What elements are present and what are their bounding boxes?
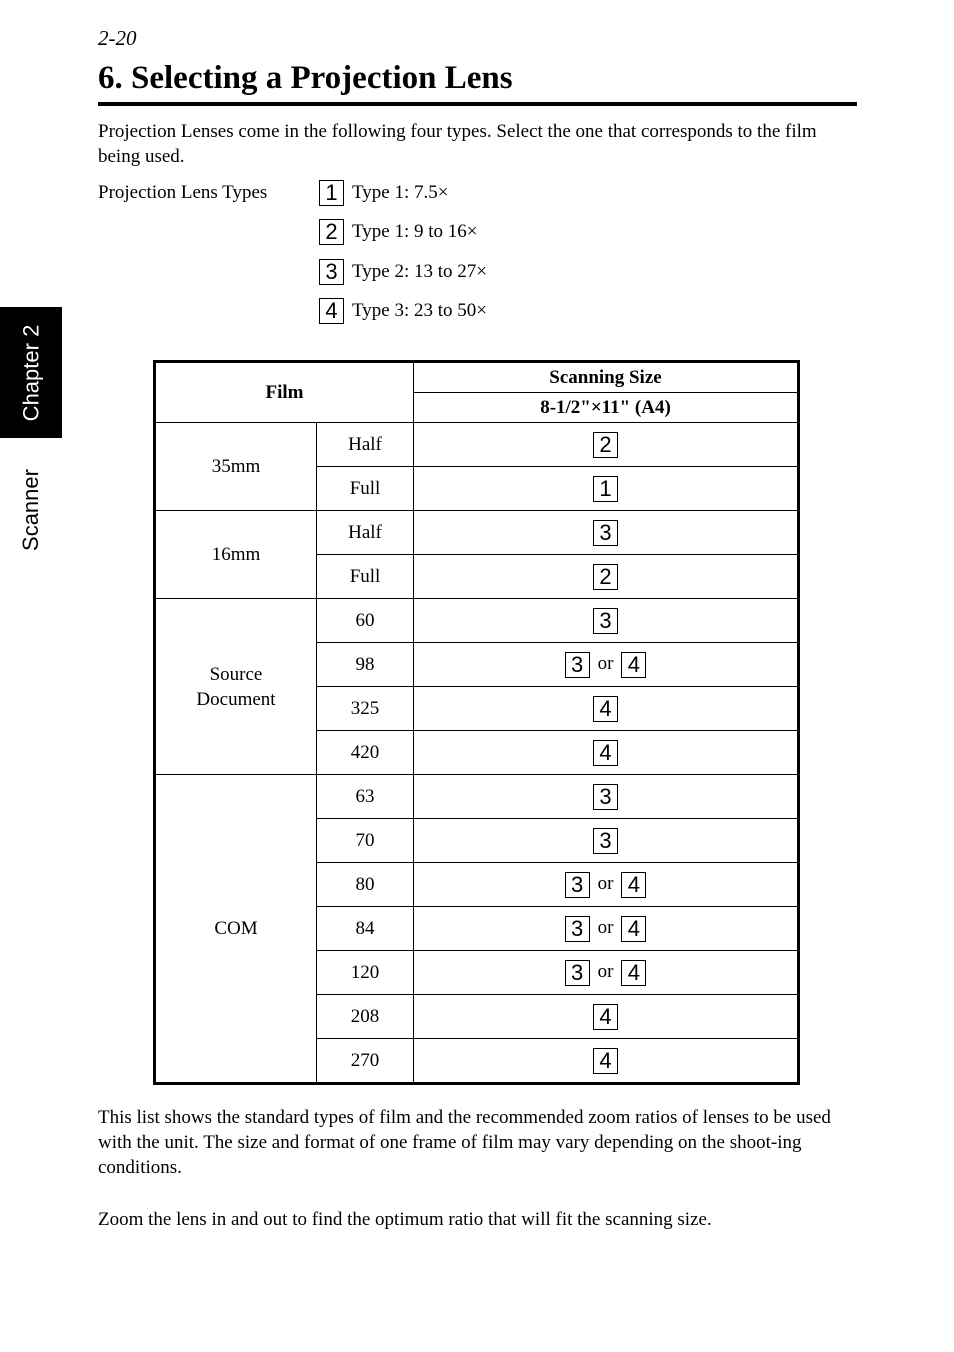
film-format-cell: Half xyxy=(317,423,414,467)
lens-number-box: 3 xyxy=(319,259,344,285)
film-type-cell: COM xyxy=(155,775,317,1084)
or-text: or xyxy=(597,872,614,894)
lens-type-item xyxy=(319,217,478,247)
table-body xyxy=(155,423,799,1084)
film-format-cell: 70 xyxy=(317,819,414,863)
table-row xyxy=(155,599,799,643)
lens-number-box: 4 xyxy=(593,696,618,722)
lens-type-item xyxy=(319,296,487,326)
table-row xyxy=(155,775,799,819)
lens-number-box: 3 xyxy=(565,872,590,898)
lens-number-box: 2 xyxy=(593,564,618,590)
lens-number-box: 4 xyxy=(621,652,646,678)
lens-number-box: 2 xyxy=(319,219,344,245)
lens-recommendation-cell xyxy=(414,511,799,555)
intro-paragraph: Projection Lenses come in the following four types. Select the one that corresponds to the film being used. xyxy=(98,121,817,167)
header-film: Film xyxy=(155,362,414,423)
lens-type-label: Type 2: 13 to 27× xyxy=(352,261,487,282)
film-format-cell: 325 xyxy=(317,687,414,731)
table-row xyxy=(155,511,799,555)
film-format-cell: 60 xyxy=(317,599,414,643)
lens-recommendation-cell xyxy=(414,643,799,687)
lens-number-box: 3 xyxy=(593,520,618,546)
lens-number-box: 3 xyxy=(565,652,590,678)
header-paper-size: 8-1/2"×11" (A4) xyxy=(414,393,799,423)
film-format-cell: Full xyxy=(317,555,414,599)
section-tab xyxy=(0,442,62,578)
lens-type-item xyxy=(319,178,448,208)
lens-number-box: 2 xyxy=(593,432,618,458)
film-format-cell: 80 xyxy=(317,863,414,907)
lens-number-box: 3 xyxy=(593,784,618,810)
lens-number-box: 4 xyxy=(593,1004,618,1030)
lens-recommendation-cell xyxy=(414,907,799,951)
lens-recommendation-cell xyxy=(414,995,799,1039)
or-text: or xyxy=(597,652,614,674)
lens-recommendation-cell xyxy=(414,555,799,599)
film-format-cell: Half xyxy=(317,511,414,555)
chapter-tab-label: Chapter 2 xyxy=(18,324,43,421)
page-title: 6. Selecting a Projection Lens xyxy=(98,58,857,106)
lens-recommendation-cell xyxy=(414,863,799,907)
lens-recommendation-cell xyxy=(414,819,799,863)
header-scanning-size: Scanning Size xyxy=(414,362,799,393)
film-format-cell: 120 xyxy=(317,951,414,995)
table-row xyxy=(155,423,799,467)
lens-type-label: Type 1: 7.5× xyxy=(352,182,449,203)
film-format-cell: 208 xyxy=(317,995,414,1039)
lens-type-item xyxy=(319,257,487,287)
film-format-cell: Full xyxy=(317,467,414,511)
lens-number-box: 4 xyxy=(621,872,646,898)
or-text: or xyxy=(597,916,614,938)
footer-paragraph-1: This list shows the standard types of film and the recommended zoom ratios of lenses to be used with the unit. The size and format of one frame of film may vary depending on the shoot-ing conditions. xyxy=(98,1107,831,1178)
or-text: or xyxy=(597,960,614,982)
lens-number-box: 3 xyxy=(593,828,618,854)
lens-recommendation-cell xyxy=(414,599,799,643)
film-type-cell: 35mm xyxy=(155,423,317,511)
film-format-cell: 270 xyxy=(317,1039,414,1084)
lens-number-box: 4 xyxy=(593,740,618,766)
film-type-cell: 16mm xyxy=(155,511,317,599)
lens-type-label: Type 3: 23 to 50× xyxy=(352,300,487,321)
film-format-cell: 98 xyxy=(317,643,414,687)
lens-recommendation-cell xyxy=(414,951,799,995)
lens-recommendation-cell xyxy=(414,1039,799,1084)
section-tab-label: Scanner xyxy=(18,469,44,551)
chapter-tab xyxy=(0,307,62,438)
lens-number-box: 3 xyxy=(593,608,618,634)
film-format-cell: 84 xyxy=(317,907,414,951)
lens-number-box: 3 xyxy=(565,916,590,942)
page-number: 2-20 xyxy=(98,26,137,50)
footer-paragraph-2: Zoom the lens in and out to find the optimum ratio that will fit the scanning size. xyxy=(98,1209,712,1230)
lens-recommendation-cell xyxy=(414,775,799,819)
lens-number-box: 4 xyxy=(621,960,646,986)
lens-recommendation-cell xyxy=(414,423,799,467)
lens-number-box: 1 xyxy=(593,476,618,502)
lens-types-label: Projection Lens Types xyxy=(98,182,268,203)
lens-selection-table xyxy=(153,360,800,1085)
lens-number-box: 4 xyxy=(319,298,344,324)
lens-number-box: 4 xyxy=(621,916,646,942)
film-format-cell: 63 xyxy=(317,775,414,819)
lens-number-box: 4 xyxy=(593,1048,618,1074)
film-type-cell: Source Document xyxy=(155,599,317,775)
lens-recommendation-cell xyxy=(414,687,799,731)
lens-recommendation-cell xyxy=(414,731,799,775)
lens-recommendation-cell xyxy=(414,467,799,511)
lens-number-box: 1 xyxy=(319,180,344,206)
lens-type-label: Type 1: 9 to 16× xyxy=(352,221,478,242)
film-format-cell: 420 xyxy=(317,731,414,775)
lens-number-box: 3 xyxy=(565,960,590,986)
